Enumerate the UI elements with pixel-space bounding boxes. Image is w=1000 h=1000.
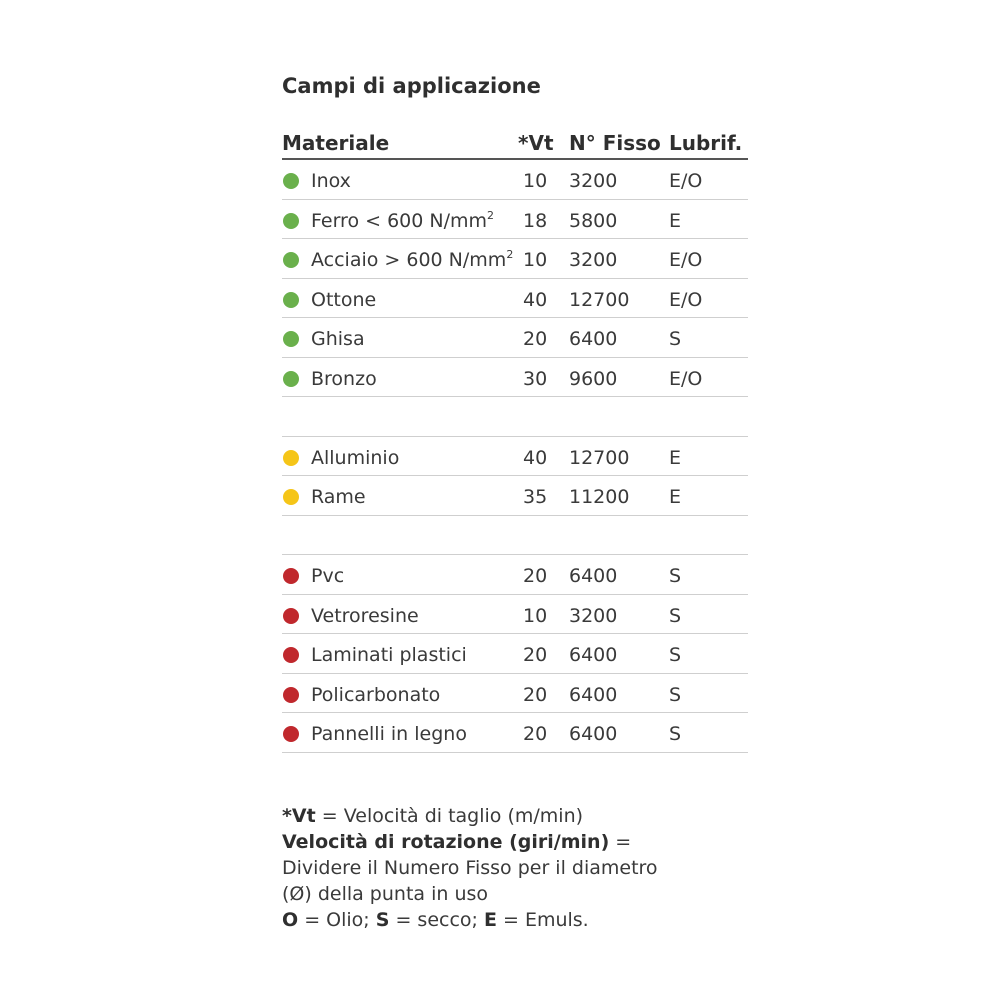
lubricant-value: S bbox=[669, 604, 682, 627]
yellow-dot-icon bbox=[283, 450, 299, 466]
yellow-dot-icon bbox=[283, 489, 299, 505]
green-dot-icon bbox=[283, 252, 299, 268]
lubricant-value: E/O bbox=[669, 170, 703, 192]
red-dot-icon bbox=[283, 568, 299, 584]
table-row bbox=[282, 555, 748, 595]
lubricant-value: E/O bbox=[669, 367, 703, 390]
table-body bbox=[282, 160, 748, 753]
header-material: Materiale bbox=[282, 131, 390, 155]
header-lubricant: Lubrif. bbox=[669, 131, 743, 155]
material-name: Ghisa bbox=[311, 328, 365, 350]
vt-value: 35 bbox=[523, 486, 548, 508]
green-dot-icon bbox=[283, 173, 299, 189]
page-title: Campi di applicazione bbox=[282, 74, 541, 98]
vt-value: 40 bbox=[523, 446, 548, 469]
unit-exponent: 2 bbox=[506, 248, 514, 261]
green-dot-icon bbox=[283, 213, 299, 229]
lubricant-value: S bbox=[669, 683, 682, 706]
vt-value: 18 bbox=[523, 209, 548, 232]
vt-value: 10 bbox=[523, 604, 548, 627]
fixed-number-value: 9600 bbox=[569, 367, 618, 390]
material-name: Inox bbox=[311, 170, 351, 192]
vt-value: 20 bbox=[523, 644, 548, 666]
table-row bbox=[282, 318, 748, 358]
lubricant-value: S bbox=[669, 328, 682, 350]
red-dot-icon bbox=[283, 687, 299, 703]
materials-table bbox=[282, 128, 748, 753]
material-name: Rame bbox=[311, 486, 366, 508]
lubricant-value: E/O bbox=[669, 249, 703, 271]
red-dot-icon bbox=[283, 726, 299, 742]
table-row bbox=[282, 160, 748, 200]
note-formula-line1: Dividere il Numero Fisso per il diametro bbox=[282, 857, 658, 879]
vt-value: 30 bbox=[523, 367, 548, 390]
fixed-number-value: 6400 bbox=[569, 565, 618, 587]
fixed-number-value: 5800 bbox=[569, 209, 618, 232]
table-header bbox=[282, 128, 748, 160]
fixed-number-value: 3200 bbox=[569, 249, 618, 271]
lubricant-value: E bbox=[669, 446, 682, 469]
table-row bbox=[282, 437, 748, 477]
table-row bbox=[282, 200, 748, 240]
note-rotation-speed: Velocità di rotazione (giri/min) = bbox=[282, 831, 632, 853]
lubricant-value: E bbox=[669, 486, 682, 508]
table-row bbox=[282, 634, 748, 674]
vt-value: 10 bbox=[523, 170, 548, 192]
table-row bbox=[282, 279, 748, 319]
material-name: Laminati plastici bbox=[311, 644, 467, 666]
header-vt: *Vt bbox=[518, 131, 554, 155]
unit-exponent: 2 bbox=[487, 208, 495, 222]
note-formula-line2: (Ø) della punta in uso bbox=[282, 883, 489, 905]
note-vt: *Vt = Velocità di taglio (m/min) bbox=[282, 805, 584, 827]
fixed-number-value: 6400 bbox=[569, 644, 618, 666]
fixed-number-value: 3200 bbox=[569, 604, 618, 627]
vt-value: 20 bbox=[523, 328, 548, 350]
material-name: Pannelli in legno bbox=[311, 723, 467, 745]
fixed-number-value: 3200 bbox=[569, 170, 618, 192]
table-row bbox=[282, 476, 748, 516]
lubricant-value: S bbox=[669, 644, 682, 666]
table-row bbox=[282, 713, 748, 753]
vt-value: 40 bbox=[523, 288, 548, 311]
legend-notes bbox=[282, 803, 658, 933]
material-name: Vetroresine bbox=[311, 604, 419, 627]
lubricant-value: S bbox=[669, 723, 682, 745]
fixed-number-value: 6400 bbox=[569, 683, 618, 706]
vt-value: 20 bbox=[523, 723, 548, 745]
table-row bbox=[282, 595, 748, 635]
material-name: Policarbonato bbox=[311, 683, 441, 706]
group-spacer-row bbox=[282, 397, 748, 437]
vt-value: 20 bbox=[523, 565, 548, 587]
material-name: Alluminio bbox=[311, 446, 400, 469]
fixed-number-value: 12700 bbox=[569, 446, 630, 469]
material-name: Bronzo bbox=[311, 367, 377, 390]
table-row bbox=[282, 239, 748, 279]
green-dot-icon bbox=[283, 331, 299, 347]
material-name: Pvc bbox=[311, 565, 345, 587]
table-row bbox=[282, 358, 748, 398]
fixed-number-value: 12700 bbox=[569, 288, 630, 311]
fixed-number-value: 6400 bbox=[569, 723, 618, 745]
lubricant-value: E bbox=[669, 209, 682, 232]
lubricant-value: E/O bbox=[669, 288, 703, 311]
table-row bbox=[282, 674, 748, 714]
vt-value: 10 bbox=[523, 249, 548, 271]
material-name: Acciaio > 600 $N/mm^2$ bbox=[311, 248, 514, 271]
green-dot-icon bbox=[283, 292, 299, 308]
vt-value: 20 bbox=[523, 683, 548, 706]
material-name: Ferro < 600 $N/mm^2$ bbox=[311, 208, 495, 232]
red-dot-icon bbox=[283, 608, 299, 624]
fixed-number-value: 11200 bbox=[569, 486, 630, 508]
group-spacer-row bbox=[282, 516, 748, 556]
green-dot-icon bbox=[283, 371, 299, 387]
fixed-number-value: 6400 bbox=[569, 328, 618, 350]
lubricant-value: S bbox=[669, 565, 682, 587]
red-dot-icon bbox=[283, 647, 299, 663]
note-lubricant-legend: O = Olio; S = secco; E = Emuls. bbox=[282, 909, 589, 931]
material-name: Ottone bbox=[311, 288, 377, 311]
header-fixed-number: N° Fisso bbox=[569, 131, 661, 155]
